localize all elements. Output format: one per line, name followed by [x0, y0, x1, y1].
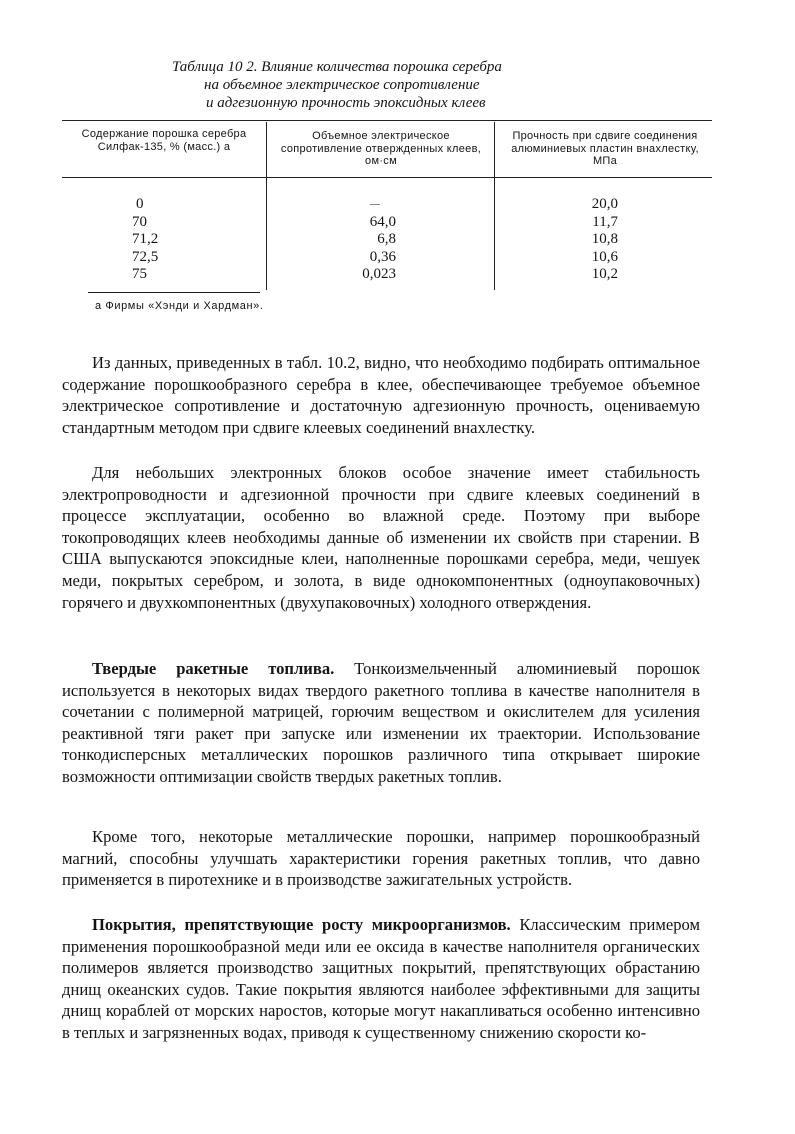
cell: 72,5 [132, 248, 159, 265]
section-heading-rocket-fuel: Твердые ракетные топлива. [92, 659, 335, 678]
cell: 6,8 [377, 231, 396, 247]
cell: 0,36 [369, 248, 396, 265]
paragraph-2: Для небольших электронных блоков особое значение имеет стабильность электропроводности и адгезионной прочности при сдвиге клеевых соединений в процессе эксплуатации, особенно во влажной среде. Поэтому при выборе токопроводящих клеев необходимы данные об изменении их свойств при старении. В США выпускаются эпоксидные клеи, наполненные порошками серебра, меди, чешуек меди, покрытых серебром, и золота, в виде однокомпонентных (одноупаковочных) горячего и двухкомпонентных (двухупаковочных) холодного отверждения. [62, 463, 700, 612]
table-top-rule [62, 120, 712, 121]
cell: 10,8 [591, 231, 618, 247]
cell: — [370, 199, 380, 210]
paragraph-5 [62, 914, 700, 1044]
header-shear-strength: Прочность при сдвиге соединения алюминиевых пластин внахлестку, МПа [511, 130, 699, 167]
cell: 0,023 [362, 266, 396, 282]
footnote-rule [88, 292, 260, 293]
section-heading-antifouling: Покрытия, препятствующие росту микроорганизмов. [92, 915, 511, 934]
paragraph-4: Кроме того, некоторые металлические порошки, например порошкообразный магний, способны улучшать характеристики горения ракетных топлив, что давно применяется в пиротехнике и в производстве зажигательных устройств. [62, 827, 700, 890]
caption-line-3: и адгезионную прочность эпоксидных клеев [206, 95, 486, 111]
cell: 70 [132, 213, 147, 230]
header-silver-content: Содержание порошка серебра Силфак-135, % (масс.) а [81, 128, 247, 153]
paragraph-3-text: Тонкоизмельченный алюминиевый порошок используется в некоторых видах твердого ракетного топлива в качестве наполнителя в сочетании с полимерной матрицей, горючим веществом и окислителем для усиления реактивной тяги ракет при запуске или изменении их траектории. Использование тонкодисперсных металлических порошков различного типа открывает широкие возможности оптимизации свойств твердых ракетных топлив. [62, 659, 700, 786]
paragraph-1: Из данных, приведенных в табл. 10.2, видно, что необходимо подбирать оптимальное содержание порошкообразного серебра в клее, обеспечивающее требуемое объемное электрическое сопротивление и достаточную адгезионную прочность, оцениваемую стандартным методом при сдвиге клеевых соединений внахлестку. [62, 353, 700, 437]
column-silver-content [132, 196, 202, 284]
cell: 71,2 [132, 231, 159, 247]
caption-line-2: на объемное электрическое сопротивление [204, 77, 480, 93]
table-divider-2 [494, 122, 495, 290]
cell: 0 [136, 196, 144, 212]
cell: 11,7 [592, 213, 618, 230]
header-resistivity: Объемное электрическое сопротивление отвержденных клеев, ом·см [280, 130, 482, 167]
paragraph-5-text: Классическим примером применения порошкообразной меди или ее оксида в качестве наполнителя органических полимеров является производство защитных покрытий, препятствующих обрастанию днищ океанских судов. Такие покрытия являются наиболее эффективными для защиты днищ кораблей от морских наростов, которые могут накапливаться особенно интенсивно в теплых и загрязненных водах, приводя к существенному снижению скорости ко- [62, 915, 700, 1042]
column-shear-strength [562, 196, 618, 284]
cell: 20,0 [591, 196, 618, 212]
table-footnote: а Фирмы «Хэнди и Хардман». [95, 300, 264, 312]
table-header-rule [62, 177, 712, 178]
column-resistivity [316, 196, 396, 284]
cell: 10,2 [591, 266, 618, 282]
cell: 64,0 [369, 213, 396, 230]
cell: 10,6 [591, 248, 618, 265]
cell: 75 [132, 266, 147, 282]
table-divider-1 [266, 122, 267, 290]
caption-line-1: Таблица 10 2. Влияние количества порошка серебра [172, 59, 502, 75]
paragraph-3 [62, 658, 700, 788]
